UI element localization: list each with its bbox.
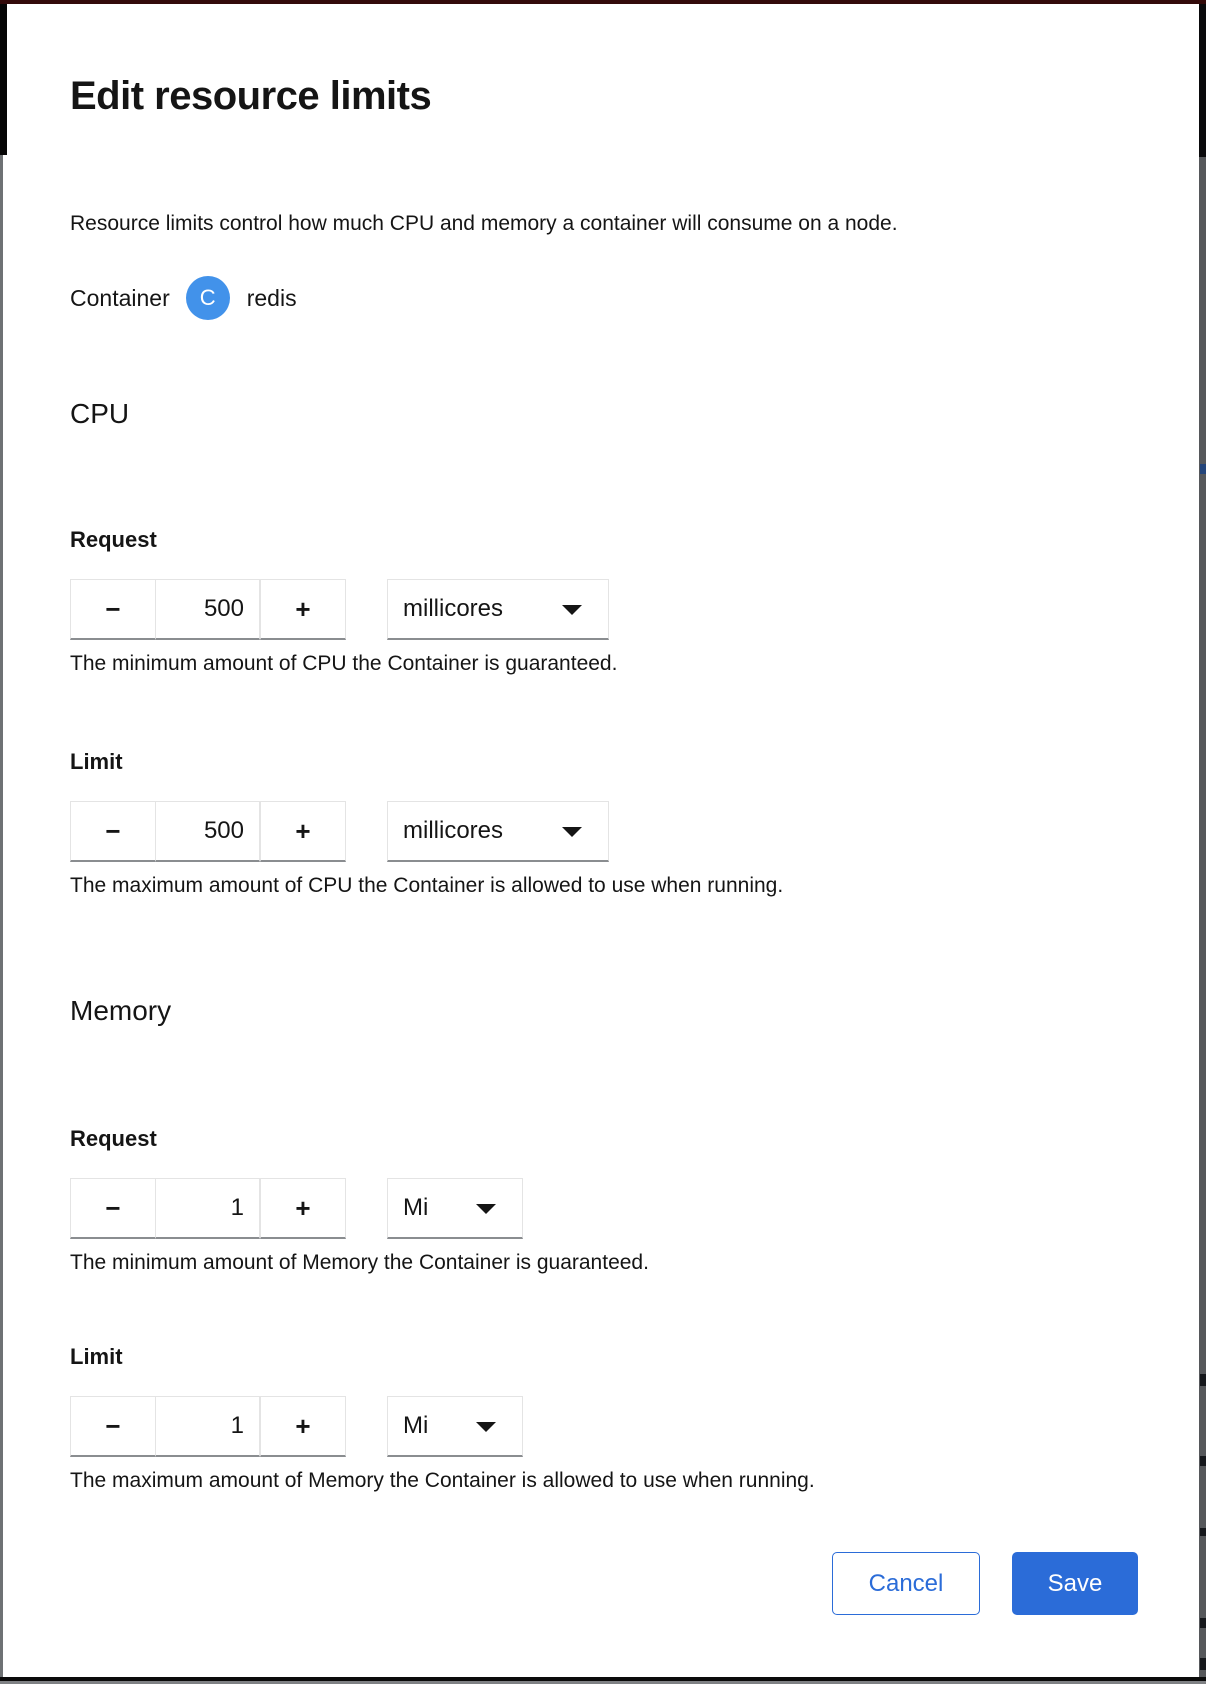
backdrop-glimpse [1200, 1658, 1206, 1670]
backdrop-left-sliver [0, 4, 7, 155]
caret-down-icon [562, 605, 582, 615]
minus-icon[interactable]: − [70, 579, 156, 640]
backdrop-glimpse [1200, 1456, 1206, 1466]
cpu-limit-value-input[interactable] [155, 801, 260, 862]
backdrop-glimpse [1200, 464, 1206, 474]
memory-limit-label: Limit [70, 1344, 123, 1369]
memory-limit-help-text: The maximum amount of Memory the Container is allowed to use when running. [70, 1469, 815, 1492]
save-button[interactable]: Save [1012, 1552, 1138, 1615]
memory-request-controls [70, 1178, 523, 1239]
memory-request-value-input[interactable] [155, 1178, 260, 1239]
minus-icon[interactable]: − [70, 1396, 156, 1457]
container-label: Container [70, 284, 170, 311]
memory-request-help-text: The minimum amount of Memory the Container is guaranteed. [70, 1251, 649, 1274]
caret-down-icon [476, 1422, 496, 1432]
cpu-request-label: Request [70, 527, 157, 552]
minus-icon[interactable]: − [70, 801, 156, 862]
container-name: redis [246, 284, 297, 311]
cpu-request-controls [70, 579, 609, 640]
cpu-request-unit-value: millicores [403, 595, 504, 622]
backdrop-right-sliver [1199, 157, 1206, 1677]
cpu-limit-unit-dropdown[interactable] [387, 801, 609, 862]
plus-icon[interactable]: + [260, 1396, 346, 1457]
modal-title: Edit resource limits [70, 74, 432, 118]
minus-icon[interactable]: − [70, 1178, 156, 1239]
plus-icon[interactable]: + [260, 1178, 346, 1239]
container-row [70, 275, 297, 321]
cancel-button[interactable]: Cancel [832, 1552, 980, 1615]
modal-footer [832, 1552, 1138, 1615]
cpu-limit-unit-value: millicores [403, 817, 504, 844]
backdrop-right-sliver-top [1199, 4, 1206, 157]
cpu-limit-label: Limit [70, 749, 123, 774]
memory-limit-controls [70, 1396, 523, 1457]
caret-down-icon [476, 1204, 496, 1214]
memory-request-unit-value: Mi [403, 1194, 429, 1221]
memory-limit-unit-value: Mi [403, 1412, 429, 1439]
container-badge-icon: C [186, 276, 230, 320]
backdrop-glimpse [1200, 1528, 1206, 1536]
section-heading-cpu: CPU [70, 398, 130, 429]
memory-request-label: Request [70, 1126, 157, 1151]
memory-limit-unit-dropdown[interactable] [387, 1396, 523, 1457]
cpu-request-help-text: The minimum amount of CPU the Container is guaranteed. [70, 652, 618, 675]
memory-limit-value-input[interactable] [155, 1396, 260, 1457]
plus-icon[interactable]: + [260, 801, 346, 862]
cpu-limit-controls [70, 801, 609, 862]
memory-request-unit-dropdown[interactable] [387, 1178, 523, 1239]
caret-down-icon [562, 827, 582, 837]
cpu-request-unit-dropdown[interactable] [387, 579, 609, 640]
plus-icon[interactable]: + [260, 579, 346, 640]
backdrop-glimpse [1200, 1618, 1206, 1628]
section-heading-memory: Memory [70, 995, 172, 1026]
backdrop-glimpse [1200, 1374, 1206, 1386]
edit-resource-limits-modal [7, 4, 1199, 1677]
cpu-request-value-input[interactable] [155, 579, 260, 640]
modal-description: Resource limits control how much CPU and memory a container will consume on a node. [70, 212, 898, 235]
cpu-limit-help-text: The maximum amount of CPU the Container is allowed to use when running. [70, 874, 784, 897]
